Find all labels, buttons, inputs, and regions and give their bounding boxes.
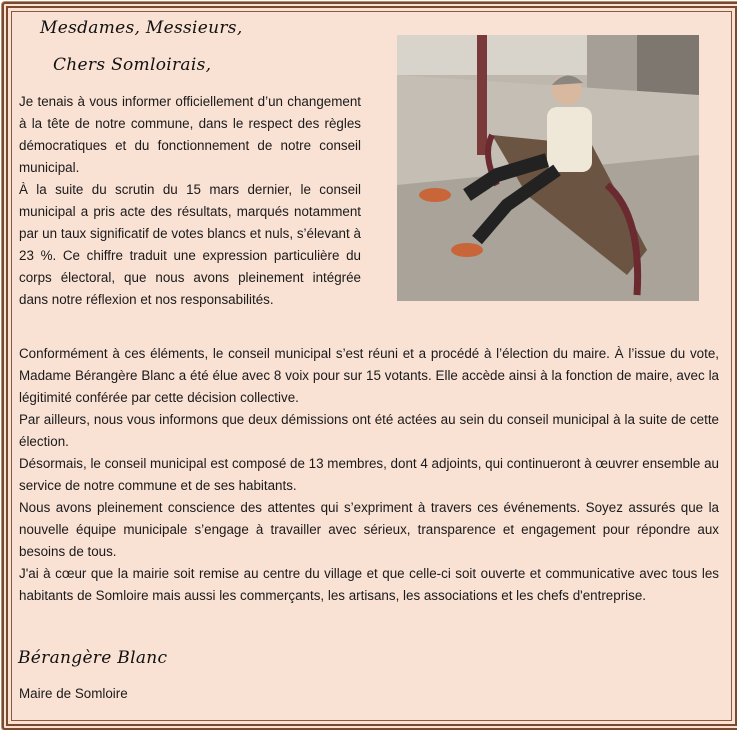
greeting-line-2: Chers Somloirais, bbox=[53, 55, 212, 75]
paragraph-5: Désormais, le conseil municipal est composé de 13 membres, dont 4 adjoints, qui continueront à œuvrer ensemble au service de notre commune et de ses habitants. bbox=[19, 456, 719, 493]
signature-name: Bérangère Blanc bbox=[18, 648, 168, 668]
paragraph-3: Conformément à ces éléments, le conseil municipal s’est réuni et a procédé à l’élection du maire. À l’issue du vote, Madame Bérangère Blanc a été élue avec 8 voix pour sur 15 votants. Elle accède ainsi à la fonction de maire, avec la légitimité conférée par cette décision collective. bbox=[19, 346, 719, 405]
paragraph-6: Nous avons pleinement conscience des attentes qui s’expriment à travers ces événements. Soyez assurés que la nouvelle équipe municipale s’engage à travailler avec sérieux, transparence et engagement pour répondre aux besoins de tous. bbox=[19, 500, 719, 559]
mayor-photo bbox=[397, 35, 699, 301]
paragraph-2: À la suite du scrutin du 15 mars dernier, le conseil municipal a pris acte des résultats, marqués notamment par un taux significatif de votes blancs et nuls, s’élevant à 23 %. Ce chiffre traduit une expression particulière du corps électoral, que nous avons pleinement intégrée dans notre réflexion et nos responsabilités. bbox=[19, 182, 361, 307]
paragraph-7: J'ai à cœur que la mairie soit remise au centre du village et que celle-ci soit ouverte et communicative avec tous les habitants de Somloire mais aussi les commerçants, les artisans, les associations et les chefs d'entreprise. bbox=[19, 566, 719, 603]
paragraph-4: Par ailleurs, nous vous informons que deux démissions ont été actées au sein du conseil municipal à la suite de cette élection. bbox=[19, 412, 719, 449]
letter-frame bbox=[2, 2, 737, 730]
paragraph-1: Je tenais à vous informer officiellement d’un changement à la tête de notre commune, dans le respect des règles démocratiques et du fonctionnement de notre conseil municipal. bbox=[19, 94, 361, 175]
greeting-line-1: Mesdames, Messieurs, bbox=[40, 18, 243, 38]
signature-title: Maire de Somloire bbox=[19, 686, 128, 701]
